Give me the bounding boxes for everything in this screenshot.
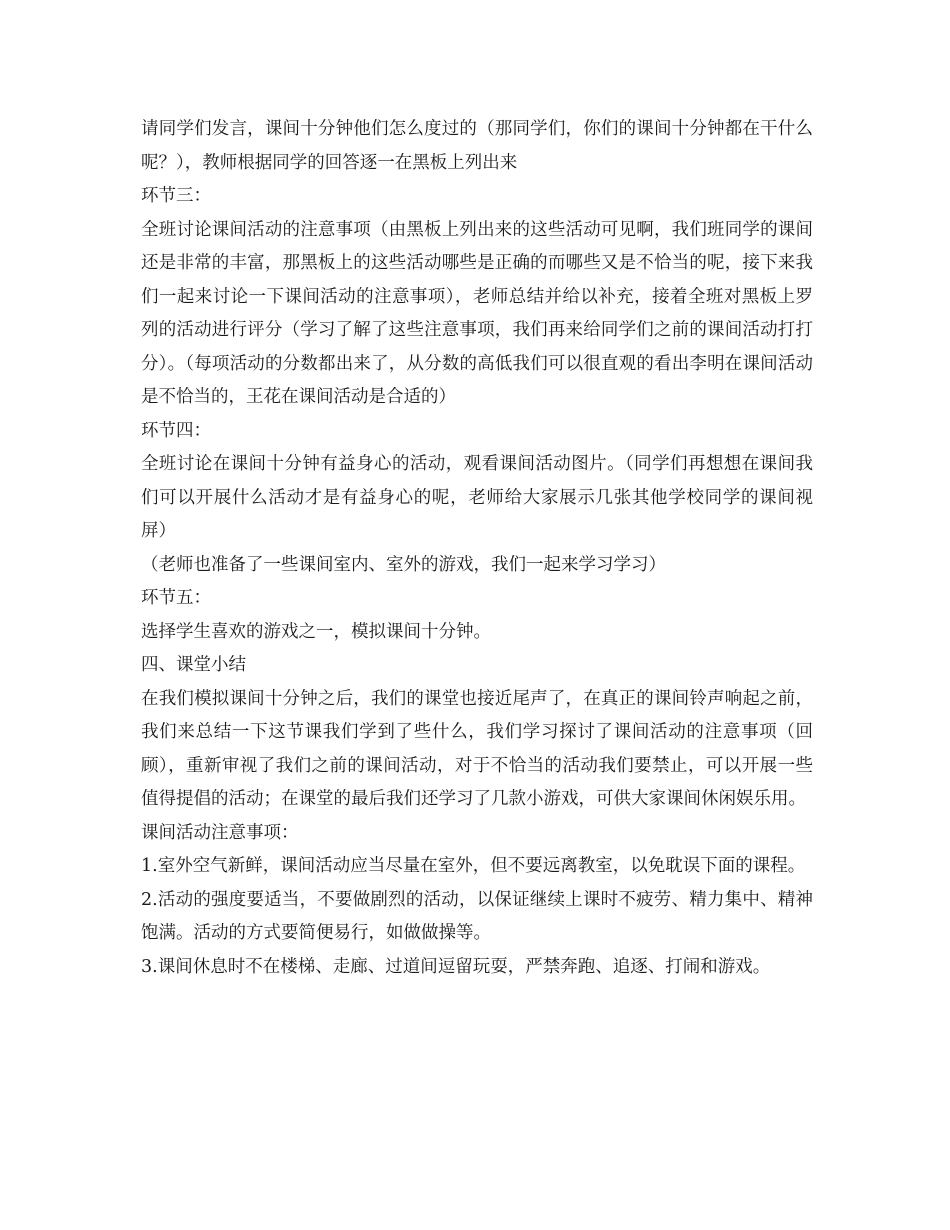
list-item-precaution-3: 3.课间休息时不在楼梯、走廊、过道间逗留玩耍，严禁奔跑、追逐、打闹和游戏。 [141, 956, 771, 977]
paragraph-beneficial-activities: 全班讨论在课间十分钟有益身心的活动，观看课间活动图片。（同学们再想想在课间我们可以开展什么活动才是有益身心的呢，老师给大家展示几张其他学校同学的课间视屏） [141, 454, 813, 541]
paragraph-simulate-break: 选择学生喜欢的游戏之一，模拟课间十分钟。 [141, 621, 491, 642]
list-item-precaution-2: 2.活动的强度要适当，不要做剧烈的活动，以保证继续上课时不疲劳、精力集中、精神饱满。活动的方式要简便易行，如做做操等。 [141, 889, 813, 943]
paragraph-student-speak: 请同学们发言，课间十分钟他们怎么度过的（那同学们，你们的课间十分钟都在干什么呢？），教师根据同学的回答逐一在黑板上列出来 [141, 119, 813, 173]
heading-step-four: 环节四： [141, 420, 211, 441]
document-body [141, 113, 813, 984]
paragraph-summary: 在我们模拟课间十分钟之后，我们的课堂也接近尾声了，在真正的课间铃声响起之前，我们来总结一下这节课我们学到了些什么，我们学习探讨了课间活动的注意事项（回顾），重新审视了我们之前的课间活动，对于不恰当的活动我们要禁止，可以开展一些值得提倡的活动；在课堂的最后我们还学习了几款小游戏，可供大家课间休闲娱乐用。 [141, 688, 813, 809]
heading-precautions: 课间活动注意事项： [141, 822, 299, 843]
list-item-precaution-1: 1.室外空气新鲜，课间活动应当尽量在室外，但不要远离教室，以免耽误下面的课程。 [141, 856, 806, 876]
heading-step-three: 环节三： [141, 186, 211, 206]
heading-class-summary: 四、课堂小结 [141, 655, 246, 675]
paragraph-discussion: 全班讨论课间活动的注意事项（由黑板上列出来的这些活动可见啊，我们班同学的课间还是非常的丰富，那黑板上的这些活动哪些是正确的而哪些又是不恰当的呢，接下来我们一起来讨论一下课间活动的注意事项），老师总结并给以补充，接着全班对黑板上罗列的活动进行评分（学习了解了这些注意事项，我们再来给同学们之前的课间活动打打分）。（每项活动的分数都出来了，从分数的高低我们可以很直观的看出李明在课间活动是不恰当的，王花在课间活动是合适的） [141, 219, 813, 407]
paragraph-games-note: （老师也准备了一些课间室内、室外的游戏，我们一起来学习学习） [141, 554, 666, 575]
heading-step-five: 环节五： [141, 588, 211, 608]
